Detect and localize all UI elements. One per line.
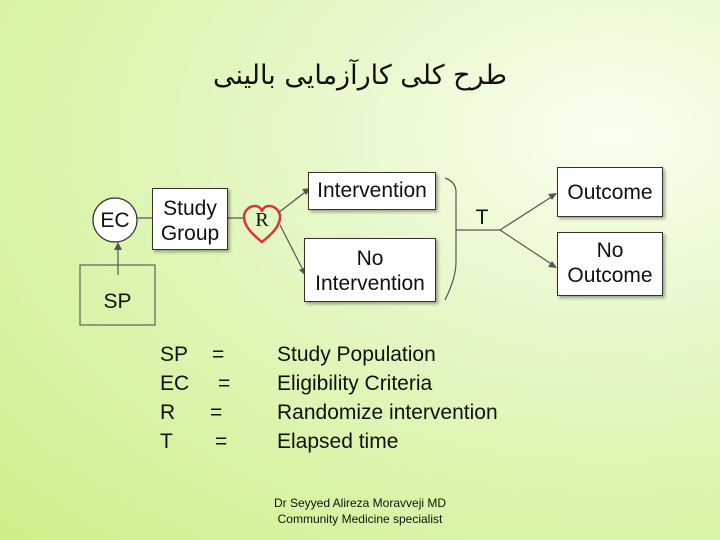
outcome-label: Outcome — [567, 181, 653, 204]
legend-abbr: EC — [160, 372, 190, 395]
legend-eq: = — [212, 343, 225, 366]
no-intervention-line2: Intervention — [315, 272, 425, 295]
legend-meaning: Elapsed time — [277, 430, 399, 453]
legend-meaning: Eligibility Criteria — [277, 372, 433, 395]
sp-label: SP — [103, 290, 132, 313]
legend-abbr: R — [160, 401, 176, 424]
time-label: T — [475, 206, 489, 229]
intervention-box — [308, 172, 436, 210]
legend-meaning: Study Population — [277, 343, 436, 366]
intervention-label: Intervention — [317, 179, 427, 202]
no-intervention-line1: No — [356, 247, 384, 270]
ec-label: EC — [100, 209, 130, 232]
arrow-r-to-intervention — [278, 190, 308, 213]
time-bracket — [445, 178, 456, 300]
legend-eq: = — [218, 372, 231, 395]
study-group-line1: Study — [163, 197, 217, 220]
arrow-t-to-no-outcome — [500, 230, 553, 265]
slide-title: طرح کلی کارآزمایی بالینی — [213, 60, 507, 91]
footer-credit — [190, 495, 530, 527]
no-outcome-line2: Outcome — [567, 264, 653, 287]
no-outcome-line1: No — [596, 239, 624, 262]
outcome-box — [557, 167, 663, 217]
study-group-line2: Group — [160, 222, 220, 245]
legend-abbr: SP — [160, 343, 189, 366]
randomize-label: R — [255, 209, 269, 231]
study-group-box — [152, 188, 228, 250]
arrow-r-to-no-intervention — [280, 225, 304, 272]
footer-author: Dr Seyyed Alireza Moravveji MD — [273, 496, 447, 510]
legend-eq: = — [210, 401, 223, 424]
legend-meaning: Randomize intervention — [277, 401, 498, 424]
legend-abbr: T — [160, 430, 173, 453]
no-intervention-box — [304, 238, 436, 302]
arrowhead-ec — [114, 242, 122, 250]
arrow-t-to-outcome — [500, 196, 553, 230]
footer-role: Community Medicine specialist — [277, 512, 443, 526]
legend-eq: = — [215, 430, 228, 453]
no-outcome-box — [557, 232, 663, 296]
